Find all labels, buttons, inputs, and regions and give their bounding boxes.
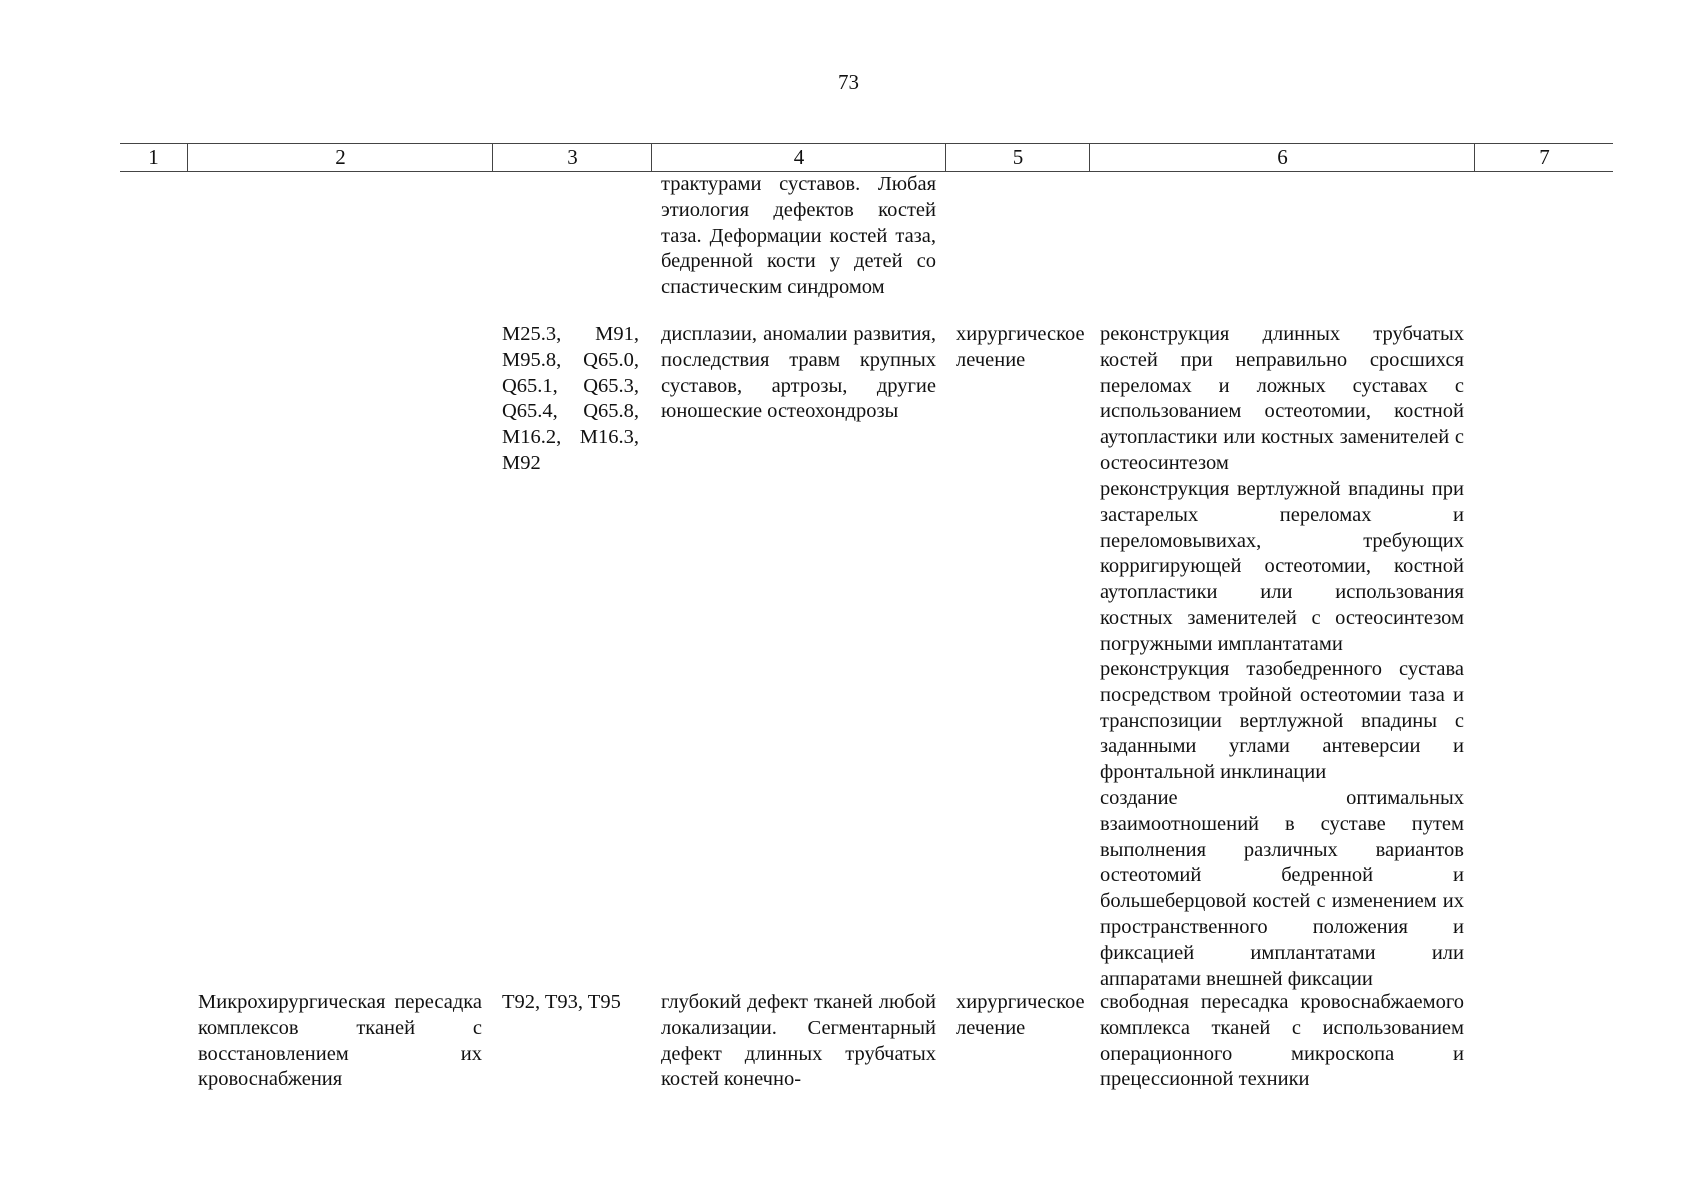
header-col-5: 5 bbox=[945, 144, 1090, 171]
header-col-7: 7 bbox=[1474, 144, 1614, 171]
row2-icd-codes-cell: M25.3, M91, M95.8, Q65.0, Q65.1, Q65.3, Q65.4, Q65.8, M16.2, M16.3, M92 bbox=[502, 323, 639, 474]
row2-method-cell-2: реконструкция вертлужной впадины при застарелых переломах и переломовывихах, требующих корригирующей остеотомии, костной аутопластики или использования костных заменителей с остеосинтезом погружными имплантатами bbox=[1100, 478, 1464, 655]
row2-method-cell-3: реконструкция тазобедренного сустава посредством тройной остеотомии таза и транспозиции вертлужной впадины с заданными углами антеверсии и фронтальной инклинации bbox=[1100, 658, 1464, 784]
header-col-4: 4 bbox=[651, 144, 946, 171]
row3-treatment-type-cell: хирургическое лечение bbox=[956, 991, 1085, 1039]
row3-diagnosis-cell: глубокий дефект тканей любой локализации. Сегментарный дефект длинных трубчатых костей конечно- bbox=[661, 991, 936, 1091]
row2-method-cell-1: реконструкция длинных трубчатых костей при неправильно сросшихся переломах и ложных суставах с использованием остеотомии, костной аутопластики или костных заменителей с остеосинтезом bbox=[1100, 323, 1464, 474]
header-col-2: 2 bbox=[187, 144, 493, 171]
row3-method-cell: свободная пересадка кровоснабжаемого комплекса тканей с использованием операционного микроскопа и прецессионной техники bbox=[1100, 991, 1464, 1091]
row3-icd-codes-cell: T92, T93, T95 bbox=[502, 991, 621, 1013]
header-col-6: 6 bbox=[1089, 144, 1475, 171]
row2-treatment-type-cell: хирургическое лечение bbox=[956, 323, 1085, 371]
row3-care-type-cell: Микрохирургическая пересадка комплексов тканей с восстановлением их кровоснабжения bbox=[198, 991, 482, 1091]
row1-diagnosis-cell: трактурами суставов. Любая этиология дефектов костей таза. Деформации костей таза, бедренной кости у детей со спастическим синдромом bbox=[661, 173, 936, 299]
row2-method-cell-4: создание оптимальных взаимоотношений в суставе путем выполнения различных вариантов остеотомий бедренной и большеберцовой костей с изменением их пространственного положения и фиксацией имплантатами или аппаратами внешней фиксации bbox=[1100, 787, 1464, 990]
header-col-3: 3 bbox=[492, 144, 652, 171]
header-col-1: 1 bbox=[148, 145, 159, 169]
row2-diagnosis-cell: дисплазии, аномалии развития, последствия травм крупных суставов, артрозы, другие юношеские остеохондрозы bbox=[661, 323, 936, 423]
table-header-row bbox=[120, 143, 1613, 172]
page-number: 73 bbox=[838, 70, 859, 94]
